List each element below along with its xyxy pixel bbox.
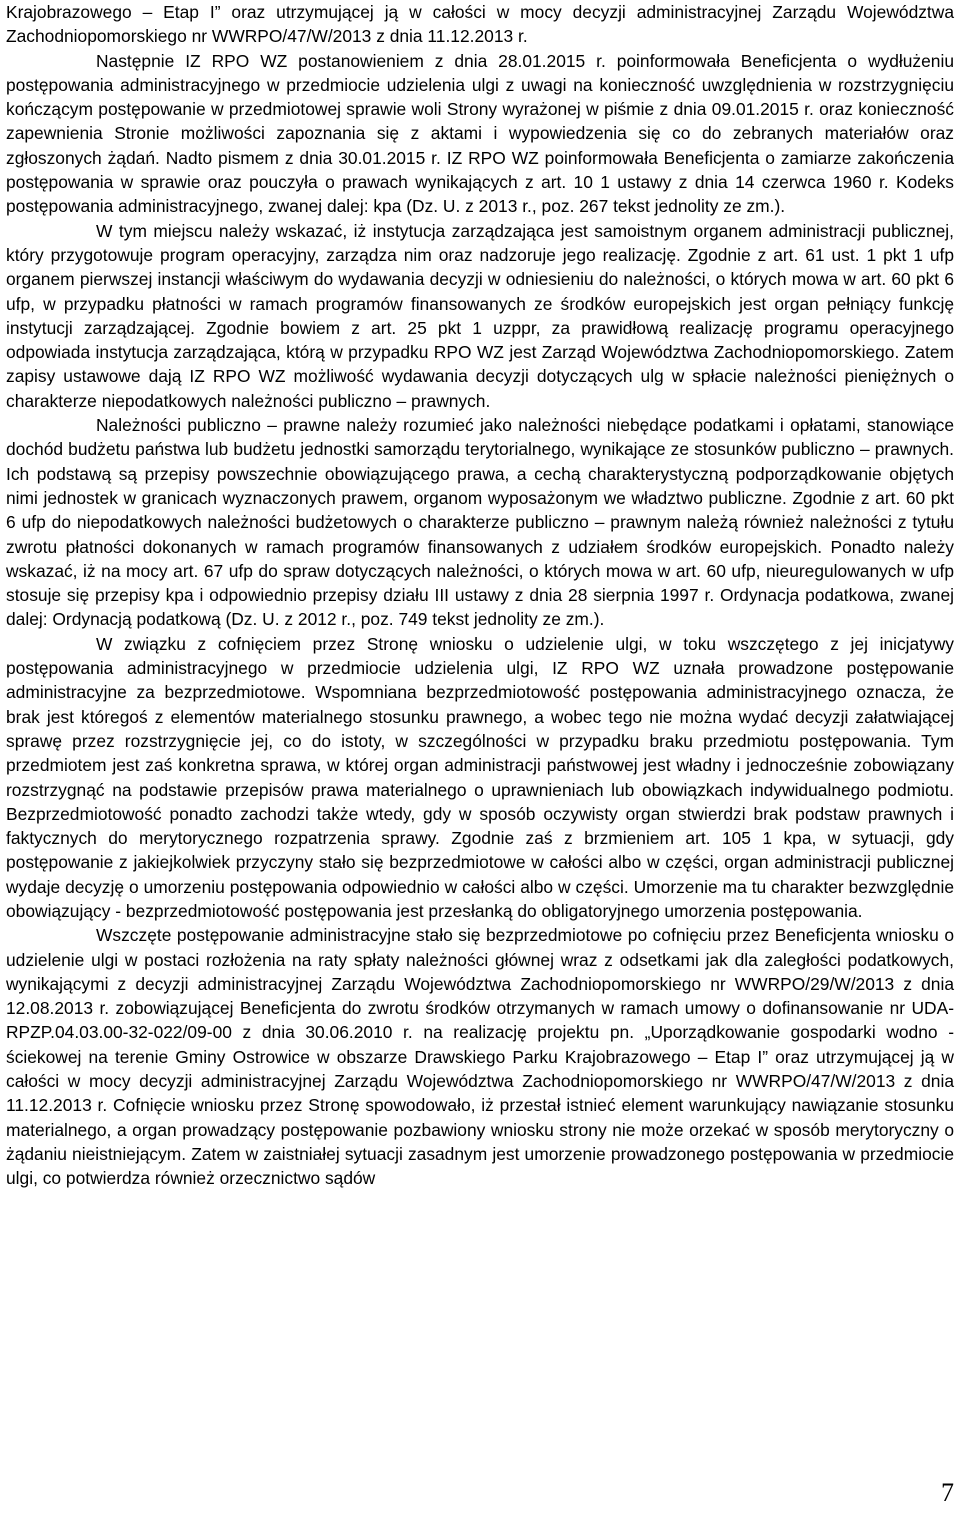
paragraph: W związku z cofnięciem przez Stronę wniosku o udzielenie ulgi, w toku wszczętego z jej inicjatywy postępowania administracyjnego w przedmiocie udzielenia ulgi, IZ RPO WZ uznała prowadzone postępowanie administracyjne za bezprzedmiotowe. Wspomniana bezprzedmiotowość postępowania administracyjnego oznacza, że brak jest któregoś z elementów materialnego stosunku prawnego, a wobec tego nie można wydać decyzji załatwiającej sprawę przez rozstrzygnięcie jej, co do istoty, w szczególności w przypadku braku przedmiotu postępowania. Tym przedmiotem jest zaś konkretna sprawa, w której organ administracji państwowej jest władny i jednocześnie zobowiązany rozstrzygnąć na podstawie przepisów prawa materialnego o uprawnieniach lub obowiązkach indywidualnego podmiotu. Bezprzedmiotowość ponadto zachodzi także wtedy, gdy w sposób oczywisty organ stwierdzi brak podstaw prawnych i faktycznych do merytorycznego rozpatrzenia sprawy. Zgodnie zaś z brzmieniem art. 105 1 kpa, w sytuacji, gdy postępowanie z jakiejkolwiek przyczyny stało się bezprzedmiotowe w całości albo w części, organ administracji publicznej wydaje decyzję o umorzeniu postępowania odpowiednio w całości albo w części. Umorzenie ma tu charakter bezwzględnie obowiązujący - bezprzedmiotowość postępowania jest przesłanką do obligatoryjnego umorzenia postępowania.	[6, 633, 954, 921]
page-number: 7	[941, 1478, 954, 1507]
paragraph: Należności publiczno – prawne należy rozumieć jako należności niebędące podatkami i opłatami, stanowiące dochód budżetu państwa lub budżetu jednostki samorządu terytorialnego, wynikające ze stosunków publiczno – prawnych. Ich podstawą są przepisy powszechnie obowiązującego prawa, a cechą charakterystyczną podporządkowanie objętych nimi jednostek w granicach wyznaczonych prawem, organom wyposażonym we władztwo publiczne. Zgodnie z art. 60 pkt 6 ufp do niepodatkowych należności budżetowych o charakterze publiczno – prawnym należą również należności z tytułu zwrotu płatności dokonanych w ramach programów finansowanych z udziałem środków europejskich. Ponadto należy wskazać, iż na mocy art. 67 ufp do spraw dotyczących należności, o których mowa w art. 60 ufp, nieuregulowanych w ufp stosuje się przepisy kpa i odpowiednio przepisy działu III ustawy z dnia 28 sierpnia 1997 r. Ordynacja podatkowa, zwanej dalej: Ordynacją podatkową (Dz. U. z 2012 r., poz. 749 tekst jednolity ze zm.).	[6, 415, 954, 630]
paragraph: W tym miejscu należy wskazać, iż instytucja zarządzająca jest samoistnym organem administracji publicznej, który przygotowuje program operacyjny, zarządza nim oraz nadzoruje jego realizację. Zgodnie z art. 61 ust. 1 pkt 1 ufp organem pierwszej instancji właściwym do wydawania decyzji w odniesieniu do należności, o których mowa w art. 60 pkt 6 ufp, w przypadku płatności w ramach programów finansowanych ze środków europejskich jest organ pełniący funkcję instytucji zarządzającej. Zgodnie bowiem z art. 25 pkt 1 uzppr, za prawidłową realizację programu operacyjnego odpowiada instytucja zarządzająca, którą w przypadku RPO WZ jest Zarząd Województwa Zachodniopomorskiego. Zatem zapisy ustawowe dają IZ RPO WZ możliwość wydawania decyzji dotyczących ulg w spłacie należności pieniężnych o charakterze niepodatkowych należności publiczno – prawnych.	[6, 220, 954, 411]
document-page	[6, 0, 954, 1513]
paragraph: Krajobrazowego – Etap I” oraz utrzymującej ją w całości w mocy decyzji administracyjnej Zarządu Województwa Zachodniopomorskiego nr WWRPO/47/W/2013 z dnia 11.12.2013 r.	[6, 2, 954, 47]
paragraph: Wszczęte postępowanie administracyjne stało się bezprzedmiotowe po cofnięciu przez Beneficjenta wniosku o udzielenie ulgi w postaci rozłożenia na raty spłaty należności głównej wraz z odsetkami jak dla zaległości podatkowych, wynikającymi z decyzji administracyjnej Zarządu Województwa Zachodniopomorskiego nr WWRPO/29/W/2013 z dnia 12.08.2013 r. zobowiązującej Beneficjenta do zwrotu środków otrzymanych w ramach umowy o dofinansowanie nr UDA-RPZP.04.03.00-32-022/09-00 z dnia 30.06.2010 r. na realizację projektu pn. „Uporządkowanie gospodarki wodno - ściekowej na terenie Gminy Ostrowice w obszarze Drawskiego Parku Krajobrazowego – Etap I” oraz utrzymującej ją w całości w mocy decyzji administracyjnej Zarządu Województwa Zachodniopomorskiego nr WWRPO/47/W/2013 z dnia 11.12.2013 r. Cofnięcie wniosku przez Stronę spowodowało, iż przestał istnieć element warunkujący nawiązanie stosunku materialnego, a organ prowadzący postępowanie pozbawiony wniosku strony nie może orzekać w sposób merytoryczny o żądaniu nieistniejącym. Zatem w zaistniałej sytuacji zasadnym jest umorzenie prowadzonego postępowania w przedmiocie ulgi, co potwierdza również orzecznictwo sądów	[6, 925, 954, 1189]
paragraph: Następnie IZ RPO WZ postanowieniem z dnia 28.01.2015 r. poinformowała Beneficjenta o wydłużeniu postępowania administracyjnego w przedmiocie udzielenia ulgi z uwagi na konieczność uwzględnienia w rozstrzygnięciu kończącym postępowanie w przedmiotowej sprawie woli Strony wyrażonej w piśmie z dnia 09.01.2015 r. oraz konieczność zapewnienia Stronie możliwości zapoznania się z aktami i wypowiedzenia się co do zebranych materiałów oraz zgłoszonych żądań. Nadto pismem z dnia 30.01.2015 r. IZ RPO WZ poinformowała Beneficjenta o zamiarze zakończenia postępowania w sprawie oraz pouczyła o prawach wynikających z art. 10 1 ustawy z dnia 14 czerwca 1960 r. Kodeks postępowania administracyjnego, zwanej dalej: kpa (Dz. U. z 2013 r., poz. 267 tekst jednolity ze zm.).	[6, 50, 954, 217]
